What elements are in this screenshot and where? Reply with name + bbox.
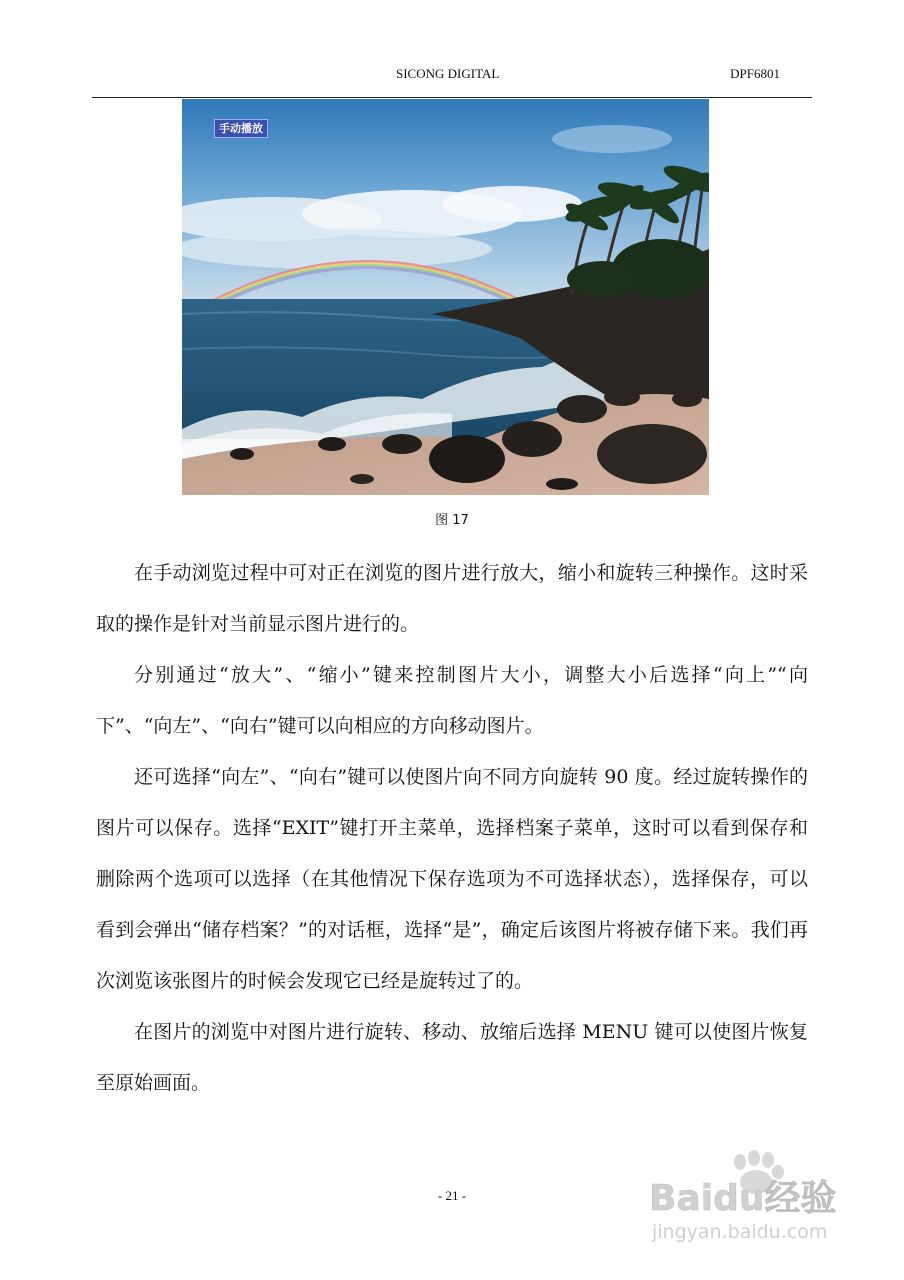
- watermark-logo-text: Baidu经验: [649, 1178, 837, 1219]
- baidu-paw-logo-icon: [644, 1150, 864, 1245]
- beach-rainbow-photo: [182, 99, 709, 495]
- paragraph-4: 在图片的浏览中对图片进行旋转、移动、放缩后选择 MENU 键可以使图片恢复至原始画面。: [96, 1021, 808, 1094]
- paragraph-2: 分别通过“放大”、“缩小”键来控制图片大小，调整大小后选择“向上”“向下”、“向左”、“向右”键可以向相应的方向移动图片。: [96, 664, 808, 737]
- page-header: [92, 64, 812, 88]
- header-brand: SICONG DIGITAL: [396, 66, 500, 81]
- figure-caption: 图 17: [435, 513, 469, 528]
- header-model: DPF6801: [730, 66, 780, 81]
- paragraph-3: 还可选择“向左”、“向右”键可以使图片向不同方向旋转 90 度。经过旋转操作的图片可以保存。选择“EXIT”键打开主菜单，选择档案子菜单，这时可以看到保存和删除两个选项可以选择（在其他情况下保存选项为不可选择状态），选择保存，可以看到会弹出“储存档案？”的对话框，选择“是”，确定后该图片将被存储下来。我们再次浏览该张图片的时候会发现它已经是旋转过了的。: [96, 766, 808, 992]
- baidu-jingyan-watermark: [644, 1150, 864, 1245]
- body-text: [96, 548, 808, 1109]
- watermark-url: jingyan.baidu.com: [652, 1221, 828, 1243]
- paragraph-1: 在手动浏览过程中可对正在浏览的图片进行放大，缩小和旋转三种操作。这时采取的操作是针对当前显示图片进行的。: [96, 562, 808, 635]
- manual-play-osd-label: 手动播放: [214, 119, 268, 138]
- page-number: - 21 -: [437, 1188, 467, 1203]
- photo-illustration: [182, 99, 709, 495]
- header-rule: [92, 97, 812, 98]
